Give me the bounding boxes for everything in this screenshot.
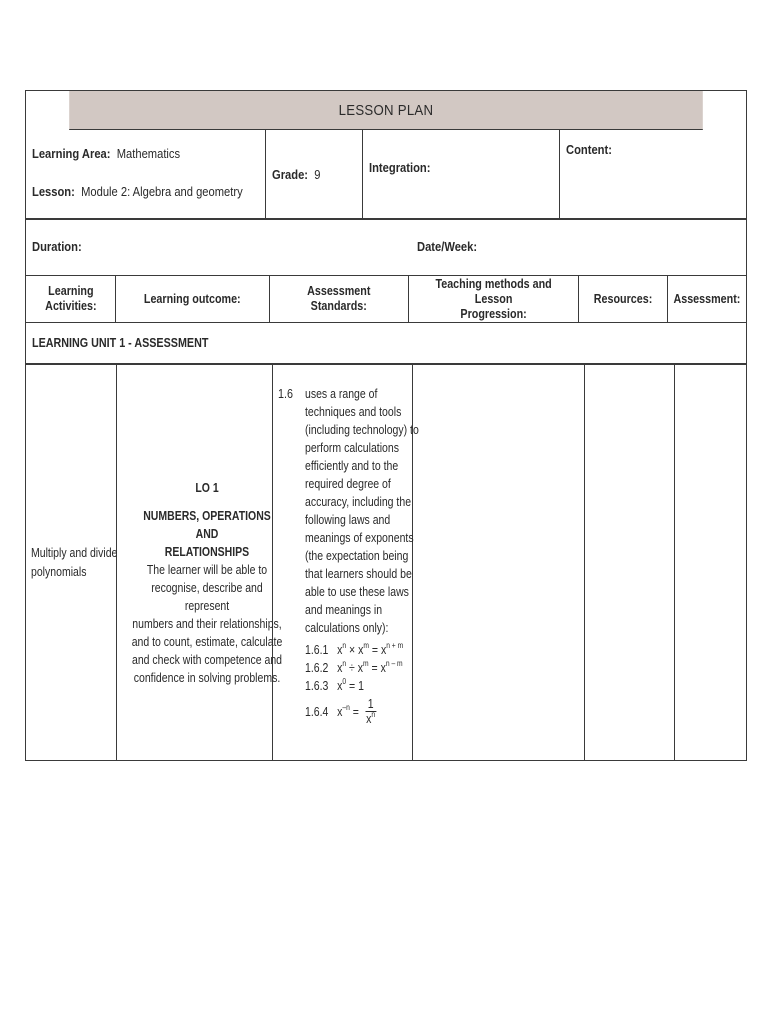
header-assessment: Assessment:	[673, 291, 741, 306]
area-lesson-cell	[26, 130, 266, 218]
activities-cell	[26, 365, 117, 760]
learning-outcome	[117, 479, 283, 687]
integration-cell: Integration:	[363, 130, 560, 218]
standard-number: 1.6	[278, 387, 293, 401]
lo-code: LO 1	[195, 481, 219, 495]
lo-title: NUMBERS, OPERATIONS AND RELATIONSHIPS	[143, 509, 271, 559]
header-teaching: Teaching methods and Lesson Progression:	[409, 276, 579, 322]
law-1-6-3: 1.6.3 $x^0 = 1$	[305, 677, 364, 693]
law-1-6-2: 1.6.2 $x^n \div x^m = x^{n - m}$	[305, 659, 403, 675]
lo-description: The learner will be able to recognise, describe and represent numbers and their relationships, and to count, estimate, calculate and check with competence and confidence in solving problems.	[131, 563, 283, 685]
lesson: Lesson: Module 2: Algebra and geometry	[32, 184, 243, 199]
standards-cell	[273, 365, 419, 760]
info-row	[26, 130, 746, 220]
grade-cell: Grade: 9	[266, 130, 363, 218]
date-week-label: Date/Week:	[417, 239, 478, 254]
teaching-cell	[413, 365, 585, 760]
assessment-cell	[675, 365, 746, 760]
header-outcome: Learning outcome:	[116, 276, 270, 322]
lesson-plan-title: LESSON PLAN	[69, 91, 703, 130]
column-headers	[26, 276, 746, 323]
law-1-6-1: 1.6.1 $x^n \times x^m = x^{n + m}$	[305, 641, 404, 657]
outcome-cell	[117, 365, 283, 760]
learning-activity: Multiply and divide polynomials	[31, 546, 118, 579]
fraction: $\frac{1}{x^n}$	[366, 697, 376, 726]
lesson-plan-table	[25, 90, 747, 761]
standard-text: uses a range of techniques and tools (including technology) to perform calculations efficiently and to the required degree of accuracy, including the following laws and meanings of exponents (the expectation being that learners should be able to use these laws and meanings in calculations only):	[305, 387, 419, 635]
duration-row	[26, 220, 746, 276]
header-standards: Assessment Standards:	[270, 276, 409, 322]
duration-label: Duration:	[32, 239, 82, 254]
learning-area: Learning Area: Mathematics	[32, 146, 181, 161]
unit-body-row	[26, 365, 746, 760]
learning-unit-title: LEARNING UNIT 1 - ASSESSMENT	[26, 323, 746, 365]
resources-cell	[585, 365, 675, 760]
header-activities: Learning Activities:	[26, 276, 116, 322]
header-resources: Resources:	[579, 276, 668, 322]
law-1-6-4: 1.6.4 $x^{-n}$ = $\frac{1}{x^n}$	[305, 697, 376, 726]
content-cell: Content:	[566, 142, 612, 157]
